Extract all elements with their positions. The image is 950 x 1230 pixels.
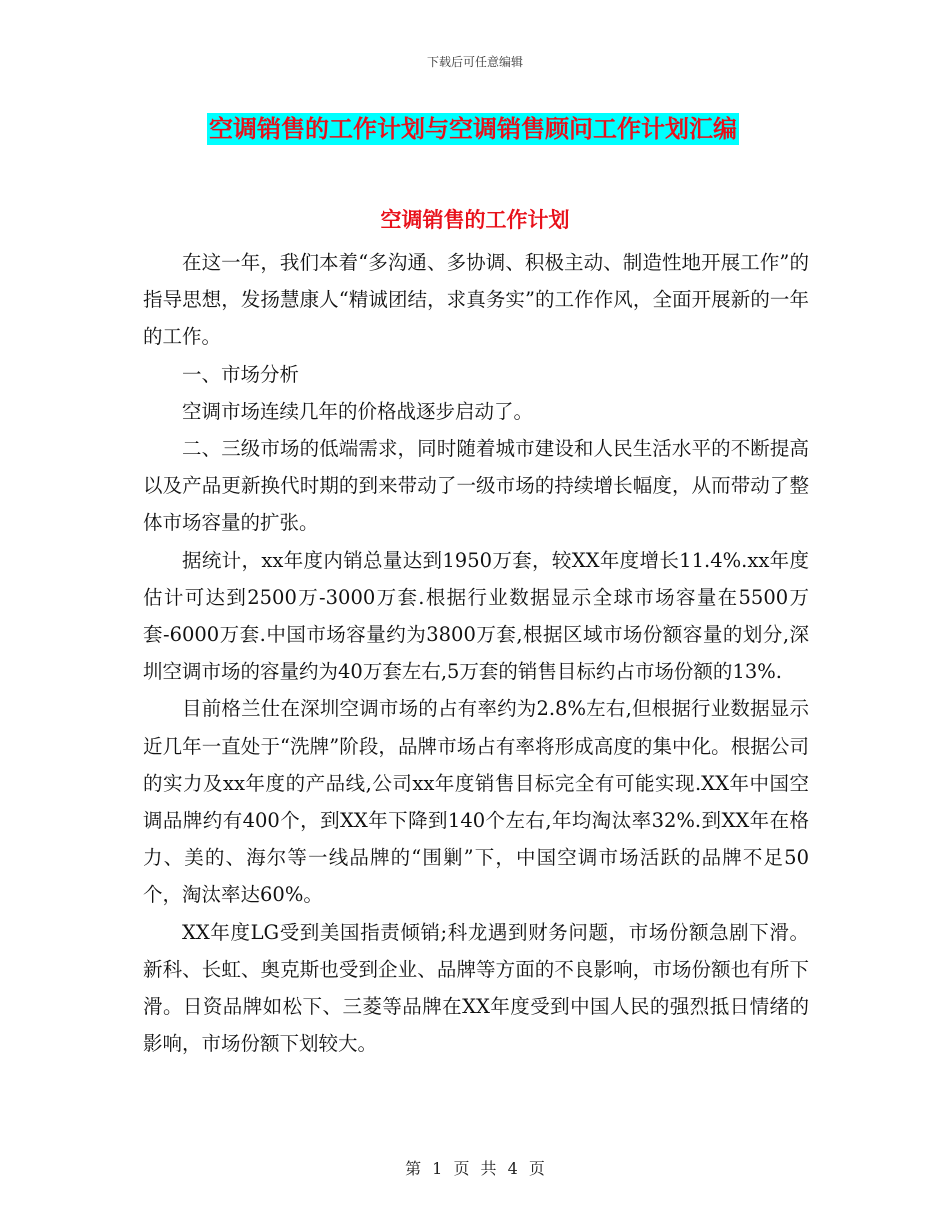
paragraph: 空调市场连续几年的价格战逐步启动了。	[182, 399, 534, 423]
document-body	[143, 244, 809, 1062]
paragraph: 一、市场分析	[182, 362, 300, 386]
paragraph: 据统计，xx年度内销总量达到1950万套，较XX年度增长11.4%.xx年度估计可达到2500万-3000万套.根据行业数据显示全球市场容量在5500万套-6000万套.中国市场容量约为3800万套,根据区域市场份额容量的划分,深圳空调市场的容量约为40万套左右,5万套的销售目标约占市场份额的13%.	[143, 548, 809, 684]
paragraph: 在这一年，我们本着“多沟通、多协调、积极主动、制造性地开展工作”的指导思想，发扬慧康人“精诚团结，求真务实”的工作作风，全面开展新的一年的工作。	[143, 251, 809, 349]
paragraph: 二、三级市场的低端需求，同时随着城市建设和人民生活水平的不断提高以及产品更新换代时期的到来带动了一级市场的持续增长幅度，从而带动了整体市场容量的扩张。	[143, 437, 809, 535]
section-title: 空调销售的工作计划	[380, 208, 570, 232]
page-header-note: 下载后可任意编辑	[426, 55, 523, 69]
document-title: 空调销售的工作计划与空调销售顾问工作计划汇编	[209, 115, 737, 143]
paragraph: 目前格兰仕在深圳空调市场的占有率约为2.8%左右,但根据行业数据显示近几年一直处于“洗牌”阶段，品牌市场占有率将形成高度的集中化。根据公司的实力及xx年度的产品线,公司xx年度销售目标完全有可能实现.XX年中国空调品牌约有400个，到XX年下降到140个左右,年均淘汰率32%.到XX年在格力、美的、海尔等一线品牌的“围剿”下，中国空调市场活跃的品牌不足50个，淘汰率达60%。	[143, 697, 809, 907]
page-number-footer: 第 1 页 共 4 页	[405, 1159, 545, 1178]
paragraph: XX年度LG受到美国指责倾销;科龙遇到财务问题，市场份额急剧下滑。新科、长虹、奥克斯也受到企业、品牌等方面的不良影响，市场份额也有所下滑。日资品牌如松下、三菱等品牌在XX年度受到中国人民的强烈抵日情绪的影响，市场份额下划较大。	[143, 920, 809, 1056]
